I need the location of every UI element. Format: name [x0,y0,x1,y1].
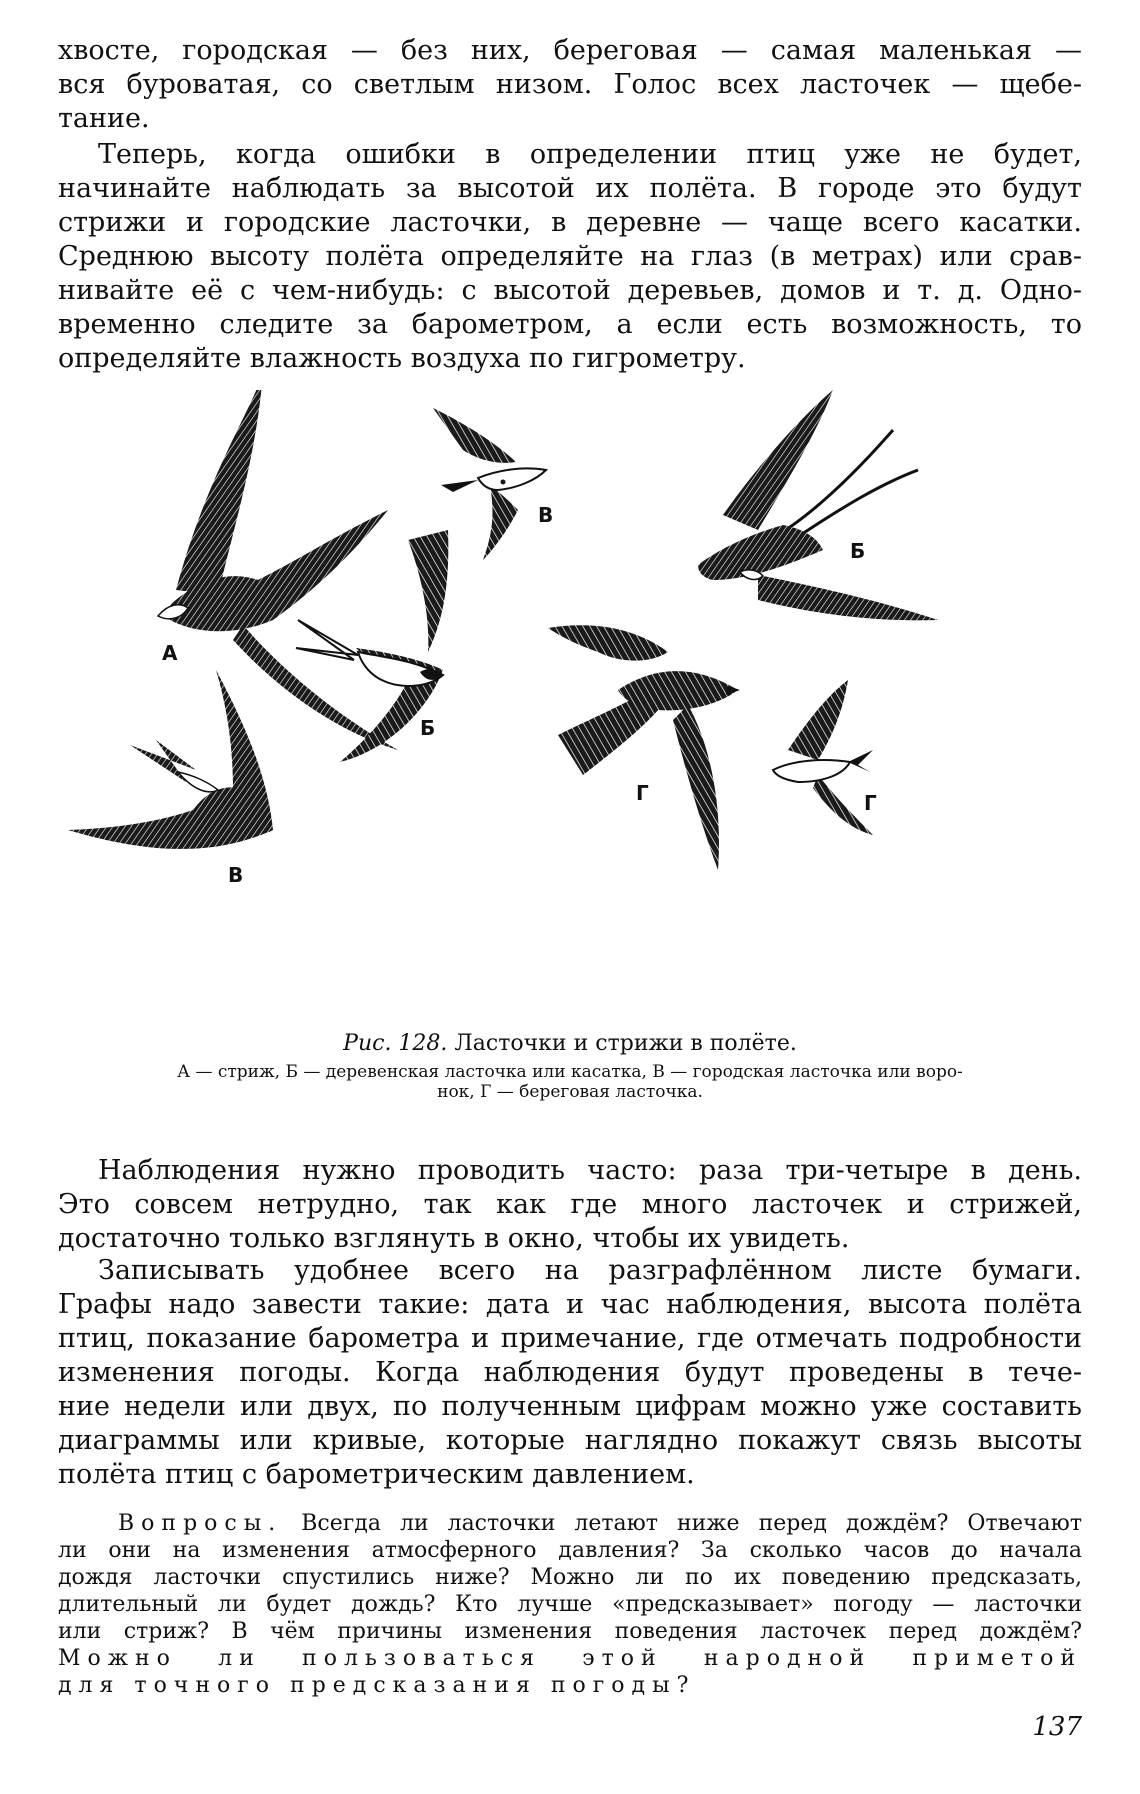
text-line: стрижи и городские ласточки, в деревне — чаще всего касатки. [58,207,1082,238]
text-line: нивайте её с чем-нибудь: с высотой деревьев, домов и т. д. Одно- [58,275,1082,306]
label-v-small: В [538,503,554,527]
house-martin-v-small-bird [433,408,546,560]
label-a: А [162,641,178,665]
paragraph-3 [58,1154,1082,1256]
text-line: Наблюдения нужно проводить часто: раза три-четыре в день. [98,1155,1082,1186]
question-line: или стриж? В чём причины изменения поведения ласточек перед дождём? [58,1619,1082,1644]
text-line: птиц, показание барометра и примечание, где отмечать подробности [58,1323,1082,1354]
text-line: изменения погоды. Когда наблюдения будут проведены в тече- [58,1357,1082,1388]
text-line: Графы надо завести такие: дата и час наблюдения, высота полёта [58,1289,1082,1320]
barn-swallow-b-large-bird [698,390,938,620]
text-line: Записывать удобнее всего на разграфлённом листе бумаги. [98,1255,1082,1286]
sand-martin-g-small-bird [773,680,873,835]
question-line-spaced: для точного предсказания погоды? [58,1673,696,1698]
question-line-spaced: Можно ли пользоваться этой народной приметой [58,1646,1082,1671]
paragraph-1 [58,34,1082,136]
label-b-small: Б [420,716,436,740]
figure-title: Ласточки и стрижи в полёте. [454,1031,797,1056]
text-line: тание. [58,103,150,134]
text-line: ние недели или двух, по полученным цифрам можно уже составить [58,1391,1082,1422]
text-line: достаточно только взглянуть в окно, чтобы их увидеть. [58,1223,850,1254]
paragraph-4 [58,1254,1082,1492]
text-line: временно следите за барометром, а если есть возможность, то [58,309,1082,340]
question-line: длительный ли будет дождь? Кто лучше «предсказывает» погоду — ласточки [58,1592,1082,1617]
questions-heading: Вопросы. [118,1511,283,1536]
legend-line: нок, Г — береговая ласточка. [437,1082,703,1102]
question-line: ли они на изменения атмосферного давления? За сколько часов до начала [58,1538,1082,1563]
figure-caption-legend [58,1062,1082,1102]
text-line: диаграммы или кривые, которые наглядно покажут связь высоты [58,1425,1082,1456]
text-line: полёта птиц с барометрическим давлением. [58,1459,695,1490]
question-line: дождя ласточки спустились ниже? Можно ли по их поведению предсказать, [58,1565,1082,1590]
figure-number: Рис. 128. [343,1031,448,1056]
swift-a-bird [158,390,398,750]
question-text: Всегда ли ласточки летают ниже перед дождём? Отвечают [301,1511,1082,1536]
text-line: хвосте, городская — без них, береговая — самая маленькая — [58,35,1082,66]
text-line: Теперь, когда ошибки в определении птиц уже не будет, [98,139,1082,170]
text-line: вся буроватая, со светлым низом. Голос всех ласточек — щебе- [58,69,1082,100]
label-g-large: Г [636,781,649,805]
sand-martin-g-large-bird [548,625,740,870]
swallows-illustration [58,390,1082,1030]
label-v-large: В [228,863,244,887]
house-martin-v-large-bird [68,670,273,849]
text-line: Это совсем нетрудно, так как где много ласточек и стрижей, [58,1189,1082,1220]
paragraph-2 [58,138,1082,376]
figure-caption-title [58,1030,1082,1058]
text-line: начинайте наблюдать за высотой их полёта. В городе это будут [58,173,1082,204]
label-g-small: Г [864,791,877,815]
text-line: определяйте влажность воздуха по гигрометру. [58,343,746,374]
text-line: Среднюю высоту полёта определяйте на глаз (в метрах) или срав- [58,241,1082,272]
questions-first-line [58,1510,1082,1537]
legend-line: А — стриж, Б — деревенская ласточка или касатка, В — городская ласточка или воро- [177,1062,963,1082]
questions-block [58,1510,1082,1699]
label-b-large: Б [850,539,866,563]
page-number: 137 [1032,1712,1082,1742]
birds-drawing [58,390,1082,1030]
